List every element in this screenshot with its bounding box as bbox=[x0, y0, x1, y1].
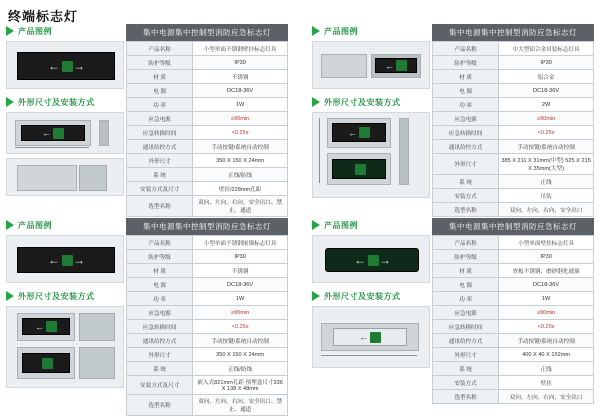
table-row bbox=[433, 56, 594, 70]
spec-value: 正线/防线 bbox=[193, 168, 288, 182]
triangle-icon bbox=[6, 97, 14, 107]
spec-table-body-2 bbox=[433, 42, 594, 217]
spec-value: ≥90min bbox=[499, 112, 594, 126]
spec-table-body-4 bbox=[433, 236, 594, 404]
spec-key: 电 源 bbox=[433, 84, 499, 98]
table-row bbox=[433, 390, 594, 404]
spec-value: 385 X 211 X 31mm(中型) 525 X 215 X 35mm(大型) bbox=[499, 154, 594, 175]
spec-key: 产品名称 bbox=[127, 236, 193, 250]
spec-value: 查板不锈钢、磨砂钢化玻璃 bbox=[499, 264, 594, 278]
table-row bbox=[433, 306, 594, 320]
spec-value: ≥90min bbox=[193, 306, 288, 320]
table-row bbox=[433, 84, 594, 98]
section-header-dimension-2 bbox=[312, 95, 430, 109]
dimension-line bbox=[319, 118, 320, 183]
spec-value: 1W bbox=[193, 292, 288, 306]
table-row bbox=[127, 182, 288, 196]
spec-key: 产品名称 bbox=[433, 42, 499, 56]
side-view-plate bbox=[99, 120, 109, 146]
spec-key: 选型名称 bbox=[433, 390, 499, 404]
section-label: 外形尺寸及安装方式 bbox=[18, 97, 95, 107]
table-row bbox=[127, 168, 288, 182]
table-row bbox=[127, 348, 288, 362]
arrow-left-icon: ← bbox=[385, 60, 393, 71]
front-view-sign bbox=[22, 318, 70, 335]
product-photo-1 bbox=[6, 41, 124, 89]
spec-key: 通讯给控方式 bbox=[433, 140, 499, 154]
block-2-spec-column bbox=[432, 24, 594, 217]
table-row bbox=[433, 278, 594, 292]
spec-value: 2W bbox=[499, 98, 594, 112]
spec-key: 功 率 bbox=[127, 292, 193, 306]
table-row bbox=[433, 154, 594, 175]
exit-sign-graphic bbox=[375, 58, 417, 73]
spec-table-3 bbox=[126, 235, 288, 416]
triangle-icon bbox=[6, 26, 14, 36]
spec-key: 应急电源 bbox=[433, 112, 499, 126]
spec-table-title: 集中电源集中控制型消防应急标志灯 bbox=[126, 24, 288, 41]
spec-value: 400 X 40 X 152mm bbox=[499, 348, 594, 362]
spec-key: 材 质 bbox=[433, 70, 499, 84]
spec-key: 产品名称 bbox=[127, 42, 193, 56]
spec-value: DC18-36V bbox=[499, 84, 594, 98]
section-label: 外形尺寸及安装方式 bbox=[324, 97, 401, 107]
spec-key: 应急电源 bbox=[433, 306, 499, 320]
triangle-icon bbox=[6, 291, 14, 301]
running-man-icon bbox=[53, 128, 64, 139]
spec-key: 电 源 bbox=[127, 84, 193, 98]
arrow-left-icon: ← bbox=[48, 253, 59, 267]
spec-key: 外形尺寸 bbox=[127, 154, 193, 168]
section-header-product-photo-1 bbox=[6, 24, 124, 38]
spec-key: 防护等级 bbox=[127, 56, 193, 70]
table-row bbox=[433, 189, 594, 203]
spec-key: 系 统 bbox=[127, 168, 193, 182]
dimension-line bbox=[15, 147, 89, 148]
spec-key: 外形尺寸 bbox=[433, 348, 499, 362]
product-photo-4 bbox=[312, 235, 430, 283]
spec-value: IP30 bbox=[193, 56, 288, 70]
dimension-drawing-2 bbox=[312, 112, 430, 198]
wall-mount-plate bbox=[17, 165, 77, 191]
table-row bbox=[433, 376, 594, 390]
spec-value: <0.25s bbox=[193, 320, 288, 334]
arrow-left-icon: ← bbox=[35, 321, 43, 332]
spec-value: <0.25s bbox=[499, 126, 594, 140]
spec-key: 通讯给控方式 bbox=[127, 334, 193, 348]
table-row bbox=[433, 250, 594, 264]
spec-value: 嵌入式821mm孔距 预埋盒尺寸336 X 138 X 48mm bbox=[193, 376, 288, 395]
spec-key: 电 源 bbox=[127, 278, 193, 292]
table-row bbox=[433, 98, 594, 112]
arrow-left-icon: ← bbox=[42, 128, 50, 138]
section-header-product-photo-3 bbox=[6, 218, 124, 232]
table-row bbox=[127, 70, 288, 84]
spec-table-1 bbox=[126, 41, 288, 217]
running-man-icon bbox=[396, 60, 407, 71]
dimension-line bbox=[321, 355, 417, 356]
spec-value: 小型单面不锈钢嵌墙标志灯具 bbox=[193, 236, 288, 250]
spec-key: 安装方式 bbox=[433, 376, 499, 390]
table-row bbox=[433, 320, 594, 334]
table-row bbox=[127, 292, 288, 306]
spec-key: 电 源 bbox=[433, 278, 499, 292]
table-row bbox=[433, 362, 594, 376]
spec-key: 系 统 bbox=[433, 175, 499, 189]
spec-key: 材 质 bbox=[127, 264, 193, 278]
running-man-icon bbox=[62, 61, 73, 72]
spec-value: 吊装 bbox=[499, 189, 594, 203]
install-view-sign bbox=[22, 353, 70, 373]
spec-key: 安装方式及尺寸 bbox=[127, 376, 193, 395]
spec-key: 系 统 bbox=[433, 362, 499, 376]
spec-value: 1W bbox=[499, 292, 594, 306]
spec-table-title: 集中电源集中控制型消防应急标志灯 bbox=[432, 218, 594, 235]
table-row bbox=[127, 264, 288, 278]
spec-key: 应急转换时间 bbox=[433, 320, 499, 334]
spec-value: 铝合金 bbox=[499, 70, 594, 84]
spec-table-title: 集中电源集中控制型消防应急标志灯 bbox=[432, 24, 594, 41]
triangle-icon bbox=[312, 291, 320, 301]
table-row bbox=[127, 362, 288, 376]
arrow-right-icon: → bbox=[379, 253, 390, 267]
table-row bbox=[433, 140, 594, 154]
front-view-sign bbox=[333, 328, 407, 346]
spec-value: 双向、左向、右向、安全出口、禁止、通道 bbox=[193, 196, 288, 217]
spec-value: 双向、左向、右向、安全出口 bbox=[499, 203, 594, 217]
page-title: 终端标志灯 bbox=[8, 9, 79, 24]
table-row bbox=[127, 196, 288, 217]
spec-key: 应急转换时间 bbox=[127, 320, 193, 334]
exit-sign-graphic bbox=[17, 52, 115, 80]
spec-value: 双向、左向、右向、安全出口、禁止、通道 bbox=[193, 395, 288, 416]
table-row bbox=[127, 320, 288, 334]
spec-value: 不锈钢 bbox=[193, 70, 288, 84]
spec-key: 系 统 bbox=[127, 362, 193, 376]
spec-table-title: 集中电源集中控制型消防应急标志灯 bbox=[126, 218, 288, 235]
table-row bbox=[433, 264, 594, 278]
running-man-icon bbox=[359, 127, 370, 138]
spec-value: DC18-36V bbox=[193, 84, 288, 98]
exit-sign-graphic bbox=[17, 247, 115, 273]
table-row bbox=[433, 348, 594, 362]
exit-sign-graphic bbox=[325, 248, 419, 272]
dimension-drawing-1 bbox=[6, 112, 124, 154]
spec-value: 正线/防线 bbox=[193, 362, 288, 376]
spec-key: 防护等级 bbox=[127, 250, 193, 264]
spec-table-body-3 bbox=[127, 236, 288, 416]
arrow-left-icon: ← bbox=[348, 127, 356, 138]
spec-value: 小型单面不锈钢壁挂标志灯具 bbox=[193, 42, 288, 56]
block-4-spec-column bbox=[432, 218, 594, 404]
spec-value: 1W bbox=[193, 98, 288, 112]
block-2-left-column bbox=[312, 24, 430, 198]
table-row bbox=[433, 175, 594, 189]
section-label: 产品图例 bbox=[324, 220, 358, 230]
table-row bbox=[127, 334, 288, 348]
table-row bbox=[127, 154, 288, 168]
triangle-icon bbox=[312, 220, 320, 230]
table-row bbox=[127, 278, 288, 292]
section-label: 产品图例 bbox=[18, 220, 52, 230]
table-row bbox=[433, 126, 594, 140]
block-1-left-column bbox=[6, 24, 124, 196]
spec-value: ≥90min bbox=[499, 306, 594, 320]
side-view-plate bbox=[399, 118, 409, 185]
table-row bbox=[127, 126, 288, 140]
spec-value: 350 X 150 X 24mm bbox=[193, 348, 288, 362]
dimension-drawing-3 bbox=[6, 306, 124, 388]
spec-value: 不锈钢 bbox=[193, 264, 288, 278]
table-row bbox=[127, 98, 288, 112]
spec-key: 材 质 bbox=[127, 70, 193, 84]
table-row bbox=[127, 42, 288, 56]
table-row bbox=[433, 236, 594, 250]
running-man-icon bbox=[368, 255, 379, 266]
spec-value: 正线 bbox=[499, 175, 594, 189]
spec-value: DC18-36V bbox=[499, 278, 594, 292]
block-1-spec-column bbox=[126, 24, 288, 217]
spec-key: 应急转换时间 bbox=[127, 126, 193, 140]
spec-key: 外形尺寸 bbox=[127, 348, 193, 362]
table-row bbox=[127, 306, 288, 320]
table-row bbox=[433, 292, 594, 306]
running-man-icon bbox=[355, 164, 366, 175]
spec-key: 应急电源 bbox=[127, 112, 193, 126]
embedded-box bbox=[79, 313, 115, 341]
table-row bbox=[127, 395, 288, 416]
product-photo-3 bbox=[6, 235, 124, 283]
spec-value: <0.25s bbox=[193, 126, 288, 140]
arrow-left-icon: ← bbox=[354, 253, 365, 267]
block-4-left-column bbox=[312, 218, 430, 368]
spec-key: 产品名称 bbox=[433, 236, 499, 250]
section-label: 外形尺寸及安装方式 bbox=[324, 291, 401, 301]
running-man-icon bbox=[62, 255, 73, 266]
section-header-product-photo-2 bbox=[312, 24, 430, 38]
spec-key: 材 质 bbox=[433, 264, 499, 278]
spec-key: 选型名称 bbox=[127, 196, 193, 217]
table-row bbox=[433, 112, 594, 126]
table-row bbox=[127, 236, 288, 250]
spec-table-4 bbox=[432, 235, 594, 404]
spec-value: 中大型铝合金吊装标志灯具 bbox=[499, 42, 594, 56]
spec-key: 应急电源 bbox=[127, 306, 193, 320]
front-view-sign bbox=[332, 123, 386, 142]
spec-value: 双向、左向、右向、安全出口 bbox=[499, 390, 594, 404]
table-row bbox=[127, 250, 288, 264]
table-row bbox=[433, 203, 594, 217]
arrow-left-icon: ← bbox=[48, 59, 59, 73]
section-header-dimension-3 bbox=[6, 289, 124, 303]
spec-value: 手动按键/系统自动控制 bbox=[193, 140, 288, 154]
spec-value: 正线 bbox=[499, 362, 594, 376]
spec-value: 壁挂 bbox=[499, 376, 594, 390]
table-row bbox=[433, 70, 594, 84]
spec-key: 外形尺寸 bbox=[433, 154, 499, 175]
section-label: 产品图例 bbox=[18, 26, 52, 36]
block-3-left-column bbox=[6, 218, 124, 388]
embedded-box-2 bbox=[79, 347, 115, 379]
section-label: 外形尺寸及安装方式 bbox=[18, 291, 95, 301]
section-header-product-photo-4 bbox=[312, 218, 430, 232]
table-row bbox=[127, 376, 288, 395]
spec-key: 应急转换时间 bbox=[433, 126, 499, 140]
section-label: 产品图例 bbox=[324, 26, 358, 36]
block-3-spec-column bbox=[126, 218, 288, 416]
spec-value: 350 X 150 X 24mm bbox=[193, 154, 288, 168]
table-row bbox=[127, 112, 288, 126]
running-man-icon bbox=[42, 358, 53, 369]
housing-front bbox=[321, 54, 367, 78]
mount-bracket bbox=[79, 165, 107, 191]
triangle-icon bbox=[312, 26, 320, 36]
triangle-icon bbox=[6, 220, 14, 230]
spec-key: 功 率 bbox=[433, 98, 499, 112]
front-view-sign-2 bbox=[332, 159, 386, 179]
table-row bbox=[127, 140, 288, 154]
arrow-left-icon: ← bbox=[359, 332, 367, 342]
dimension-drawing-4 bbox=[312, 306, 430, 368]
spec-table-body-1 bbox=[127, 42, 288, 217]
spec-value: ≥90min bbox=[193, 112, 288, 126]
triangle-icon bbox=[312, 97, 320, 107]
section-header-dimension-4 bbox=[312, 289, 430, 303]
spec-value: IP30 bbox=[193, 250, 288, 264]
spec-value: 壁挂/228mm孔距 bbox=[193, 182, 288, 196]
spec-value: DC18-36V bbox=[193, 278, 288, 292]
running-man-icon bbox=[46, 321, 57, 332]
spec-value: 手动按键/系统自动控制 bbox=[193, 334, 288, 348]
table-row bbox=[127, 56, 288, 70]
spec-value: IP30 bbox=[499, 56, 594, 70]
spec-key: 安装方式 bbox=[433, 189, 499, 203]
table-row bbox=[127, 84, 288, 98]
spec-value: 手动按键/系统自动控制 bbox=[499, 140, 594, 154]
running-man-icon bbox=[370, 332, 381, 343]
spec-table-2 bbox=[432, 41, 594, 217]
arrow-right-icon: → bbox=[73, 253, 84, 267]
table-row bbox=[433, 42, 594, 56]
spec-value: IP30 bbox=[499, 250, 594, 264]
arrow-right-icon: → bbox=[73, 59, 84, 73]
front-view-sign bbox=[21, 125, 85, 141]
spec-key: 通讯给控方式 bbox=[127, 140, 193, 154]
spec-value: 手动按键/系统自动控制 bbox=[499, 334, 594, 348]
spec-key: 防护等级 bbox=[433, 250, 499, 264]
section-header-dimension-1 bbox=[6, 95, 124, 109]
spec-key: 功 率 bbox=[127, 98, 193, 112]
spec-key: 防护等级 bbox=[433, 56, 499, 70]
spec-value: 小型单面壁挂标志灯具 bbox=[499, 236, 594, 250]
spec-key: 通讯给控方式 bbox=[433, 334, 499, 348]
install-drawing-1 bbox=[6, 158, 124, 196]
product-photo-2 bbox=[312, 41, 430, 89]
table-row bbox=[433, 334, 594, 348]
spec-key: 功 率 bbox=[433, 292, 499, 306]
spec-key: 安装方式及尺寸 bbox=[127, 182, 193, 196]
spec-value: <0.25s bbox=[499, 320, 594, 334]
spec-key: 选型名称 bbox=[433, 203, 499, 217]
spec-key: 选型名称 bbox=[127, 395, 193, 416]
